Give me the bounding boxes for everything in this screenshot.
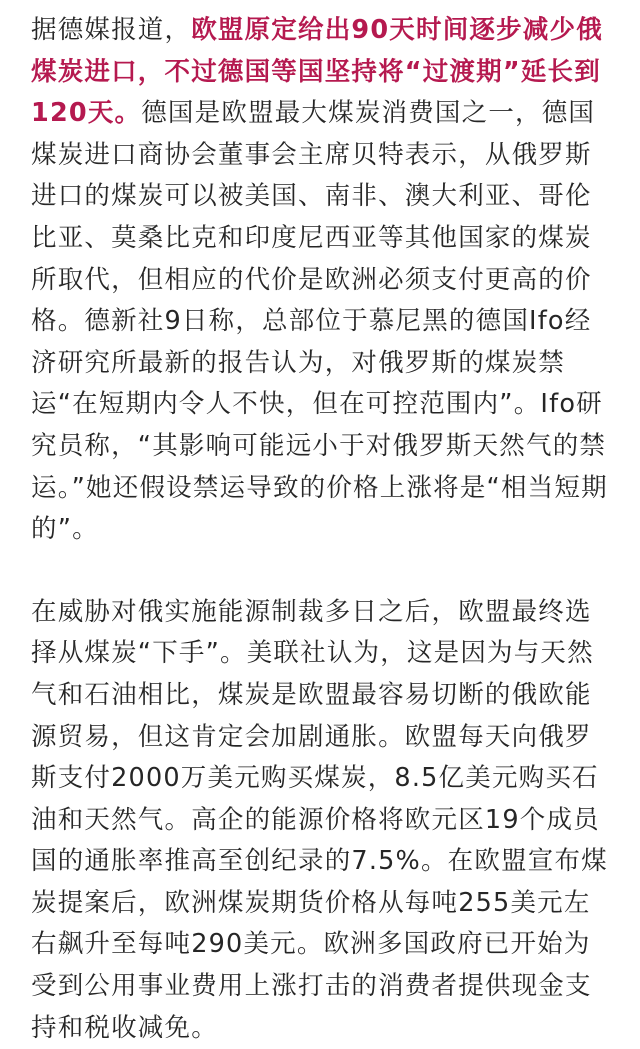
paragraph-body-text: 在威胁对俄实施能源制裁多日之后，欧盟最终选择从煤炭“下手”。美联社认为，这是因为与天然气和石油相比，煤炭是欧盟最容易切断的俄欧能源贸易，但这肯定会加剧通胀。欧盟每天向俄罗斯支付2000万美元购买煤炭，8.5亿美元购买石油和天然气。高企的能源价格将欧元区19个成员国的通胀率推高至创纪录的7.5%。在欧盟宣布煤炭提案后，欧洲煤炭期货价格从每吨255美元左右飙升至每吨290美元。欧洲多国政府已开始为受到公用事业费用上涨打击的消费者提供现金支持和税收减免。	[31, 596, 608, 1043]
paragraph-body-text: 德国是欧盟最大煤炭消费国之一，德国煤炭进口商协会董事会主席贝特表示，从俄罗斯进口的煤炭可以被美国、南非、澳大利亚、哥伦比亚、莫桑比克和印度尼西亚等其他国家的煤炭所取代，但相应的代价是欧洲必须支付更高的价格。德新社9日称，总部位于慕尼黑的德国Ifo经济研究所最新的报告认为，对俄罗斯的煤炭禁运“在短期内令人不快，但在可控范围内”。Ifo研究员称，“其影响可能远小于对俄罗斯天然气的禁运。”她还假设禁运导致的价格上涨将是“相当短期的”。	[31, 98, 608, 545]
article-paragraph-1	[31, 10, 615, 551]
article-paragraph-2	[31, 592, 615, 1049]
highlighted-text: 欧盟原定给出90天时间逐步减少俄煤炭进口，不过德国等国坚持将“过渡期”延长到120天。	[31, 15, 603, 129]
paragraph-lead-text: 据德媒报道，	[31, 15, 192, 45]
article-body	[31, 10, 615, 1049]
